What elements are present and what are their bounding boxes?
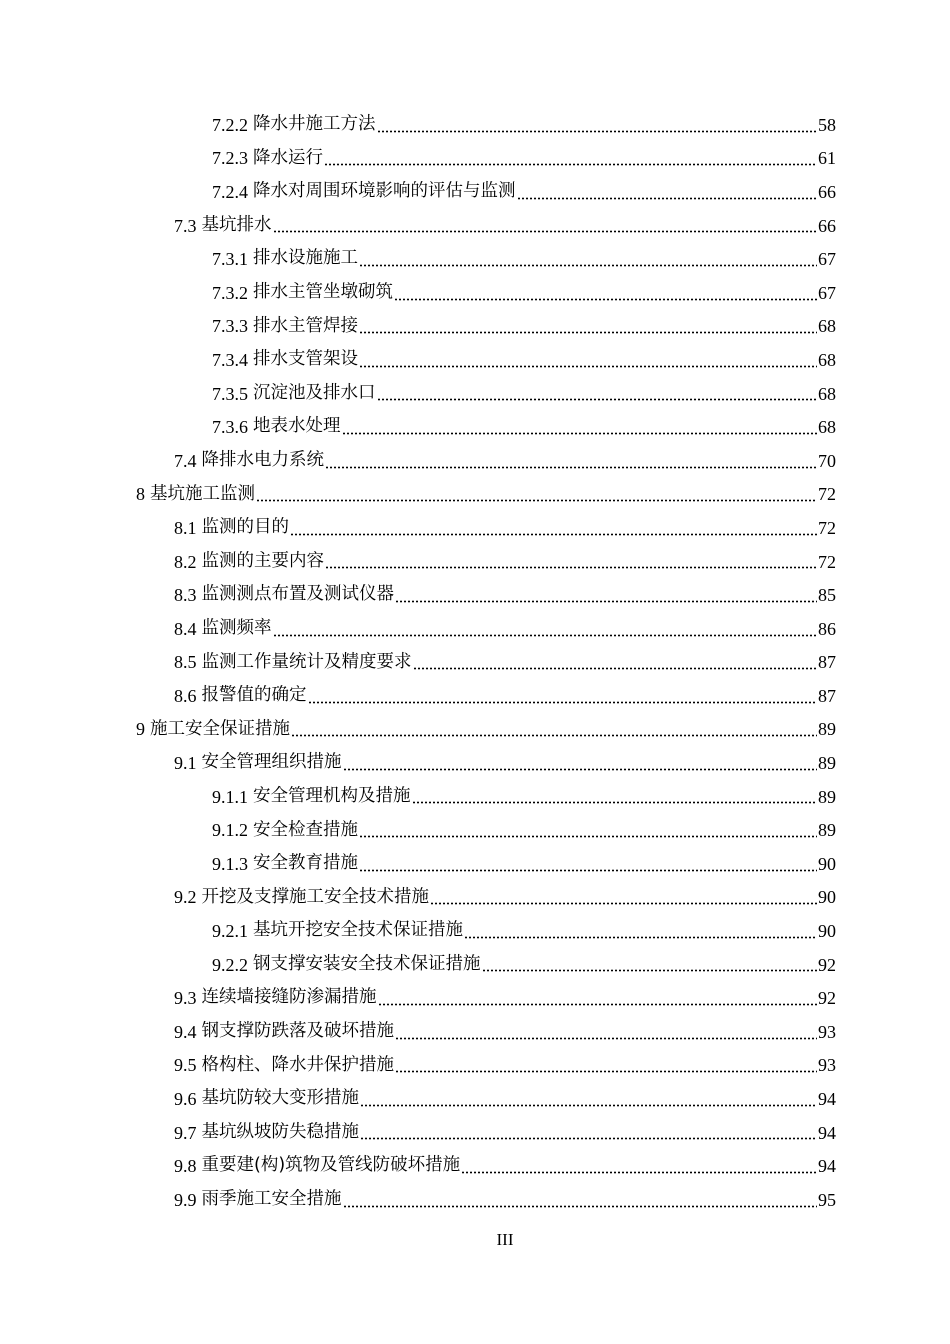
toc-entry[interactable]	[0, 410, 950, 444]
toc-entry-number: 9	[136, 719, 145, 740]
toc-entry-title: 安全管理组织措施	[201, 752, 342, 773]
toc-entry-page: 89	[818, 786, 836, 807]
toc-entry-title: 监测频率	[201, 617, 272, 638]
toc-entry[interactable]	[0, 1082, 950, 1116]
toc-dot-leader	[359, 365, 817, 368]
toc-dot-leader	[359, 869, 817, 872]
toc-entry-title: 钢支撑安装安全技术保证措施	[253, 953, 481, 974]
toc-entry[interactable]	[0, 646, 950, 680]
toc-dot-leader	[360, 1104, 817, 1107]
toc-dot-leader	[413, 667, 818, 670]
toc-entry[interactable]	[0, 343, 950, 377]
toc-entry-title: 格构柱、降水井保护措施	[201, 1054, 394, 1075]
toc-entry-number: 7.2.2	[212, 114, 248, 135]
toc-entry[interactable]	[0, 746, 950, 780]
toc-dot-leader	[395, 1070, 817, 1073]
toc-dot-leader	[325, 566, 817, 569]
toc-entry-page: 66	[818, 181, 836, 202]
toc-entry-number: 7.2.4	[212, 181, 248, 202]
toc-entry-page: 68	[818, 349, 836, 370]
toc-entry[interactable]	[0, 175, 950, 209]
toc-entry-page: 93	[818, 1055, 836, 1076]
toc-entry-number: 8.5	[174, 652, 197, 673]
toc-entry-title: 基坑排水	[201, 214, 272, 235]
toc-dot-leader	[342, 432, 818, 435]
toc-entry-page: 67	[818, 282, 836, 303]
toc-entry-page: 90	[818, 921, 836, 942]
toc-entry-number: 9.5	[174, 1055, 197, 1076]
toc-entry-page: 92	[818, 954, 836, 975]
toc-entry-number: 9.2	[174, 887, 197, 908]
toc-entry-title: 施工安全保证措施	[150, 718, 290, 739]
toc-entry[interactable]	[0, 142, 950, 176]
toc-entry-number: 7.3.4	[212, 349, 248, 370]
toc-entry-page: 94	[818, 1156, 836, 1177]
toc-dot-leader	[290, 533, 817, 536]
toc-entry-number: 9.6	[174, 1089, 197, 1110]
toc-dot-leader	[359, 264, 817, 267]
toc-entry-page: 90	[818, 887, 836, 908]
toc-entry[interactable]	[0, 1015, 950, 1049]
toc-entry[interactable]	[0, 881, 950, 915]
toc-entry-title: 开挖及支撑施工安全技术措施	[201, 886, 429, 907]
toc-entry[interactable]	[0, 242, 950, 276]
toc-entry-page: 87	[818, 652, 836, 673]
toc-entry-title: 排水主管坐墩砌筑	[253, 282, 393, 303]
toc-entry-number: 9.1.2	[212, 820, 248, 841]
toc-entry-title: 监测测点布置及测试仪器	[201, 584, 394, 605]
toc-dot-leader	[256, 499, 817, 502]
toc-dot-leader	[378, 1003, 818, 1006]
toc-entry-page: 87	[818, 685, 836, 706]
toc-entry-number: 8.4	[174, 618, 197, 639]
toc-dot-leader	[395, 600, 817, 603]
toc-entry-title: 安全教育措施	[253, 853, 358, 874]
toc-entry[interactable]	[0, 1183, 950, 1217]
toc-entry[interactable]	[0, 478, 950, 512]
toc-entry-page: 89	[818, 719, 836, 740]
toc-entry-number: 9.1.3	[212, 853, 248, 874]
toc-entry[interactable]	[0, 847, 950, 881]
toc-entry[interactable]	[0, 377, 950, 411]
toc-entry[interactable]	[0, 310, 950, 344]
toc-entry-page: 89	[818, 820, 836, 841]
toc-entry-page: 95	[818, 1189, 836, 1210]
toc-entry-page: 94	[818, 1089, 836, 1110]
toc-entry-title: 安全管理机构及措施	[253, 785, 411, 806]
toc-entry-title: 降水井施工方法	[253, 114, 376, 135]
toc-entry-title: 监测的目的	[201, 517, 289, 538]
toc-entry-number: 9.3	[174, 988, 197, 1009]
toc-entry[interactable]	[0, 276, 950, 310]
toc-dot-leader	[377, 398, 818, 401]
toc-entry[interactable]	[0, 612, 950, 646]
toc-entry-title: 基坑纵坡防失稳措施	[201, 1121, 359, 1142]
toc-entry-title: 降水运行	[253, 147, 323, 168]
toc-entry-number: 7.4	[174, 450, 197, 471]
toc-entry-number: 8.2	[174, 551, 197, 572]
toc-entry[interactable]	[0, 1049, 950, 1083]
toc-entry-title: 基坑防较大变形措施	[201, 1088, 359, 1109]
toc-entry-title: 报警值的确定	[201, 685, 307, 706]
toc-entry-page: 85	[818, 585, 836, 606]
toc-entry[interactable]	[0, 1116, 950, 1150]
toc-entry-page: 86	[818, 618, 836, 639]
toc-entry[interactable]	[0, 578, 950, 612]
toc-entry[interactable]	[0, 948, 950, 982]
toc-entry-number: 9.7	[174, 1122, 197, 1143]
toc-entry-title: 钢支撑防跌落及破坏措施	[201, 1021, 394, 1042]
toc-entry-page: 61	[818, 148, 836, 169]
toc-dot-leader	[412, 801, 818, 804]
toc-entry-number: 8	[136, 484, 145, 505]
toc-dot-leader	[517, 197, 818, 200]
toc-entry-number: 9.2.1	[212, 921, 248, 942]
toc-entry-title: 连续墙接缝防渗漏措施	[201, 987, 377, 1008]
toc-entry[interactable]	[0, 511, 950, 545]
toc-entry-page: 67	[818, 249, 836, 270]
toc-dot-leader	[464, 936, 817, 939]
toc-entry-number: 8.6	[174, 685, 197, 706]
toc-entry-page: 94	[818, 1122, 836, 1143]
toc-entry-page: 66	[818, 215, 836, 236]
toc-entry-number: 9.9	[174, 1189, 197, 1210]
toc-dot-leader	[343, 1205, 818, 1208]
toc-entry-number: 9.1.1	[212, 786, 248, 807]
toc-dot-leader	[325, 466, 817, 469]
toc-dot-leader	[461, 1171, 817, 1174]
toc-entry-page: 68	[818, 316, 836, 337]
toc-entry-page: 72	[818, 551, 836, 572]
toc-entry-number: 9.1	[174, 753, 197, 774]
toc-entry-page: 58	[818, 114, 836, 135]
toc-entry-page: 68	[818, 417, 836, 438]
toc-entry-number: 7.3.3	[212, 316, 248, 337]
toc-entry-number: 9.8	[174, 1156, 197, 1177]
toc-entry[interactable]	[0, 713, 950, 747]
toc-entry[interactable]	[0, 444, 950, 478]
toc-entry-number: 9.2.2	[212, 954, 248, 975]
toc-entry-page: 93	[818, 1021, 836, 1042]
toc-dot-leader	[308, 701, 818, 704]
toc-dot-leader	[359, 331, 817, 334]
toc-entry[interactable]	[0, 914, 950, 948]
toc-entry-title: 基坑开挖安全技术保证措施	[253, 920, 463, 941]
toc-dot-leader	[359, 835, 817, 838]
toc-entry-number: 7.3.6	[212, 417, 248, 438]
toc-dot-leader	[377, 130, 818, 133]
toc-entry-title: 降水对周围环境影响的评估与监测	[253, 181, 516, 202]
toc-dot-leader	[324, 163, 817, 166]
toc-entry-title: 排水主管焊接	[253, 315, 358, 336]
toc-dot-leader	[273, 634, 818, 637]
toc-entry-page: 70	[818, 450, 836, 471]
toc-entry-title: 地表水处理	[253, 416, 341, 437]
toc-entry-title: 监测工作量统计及精度要求	[201, 651, 412, 672]
toc-dot-leader	[395, 1037, 817, 1040]
toc-entry-page: 68	[818, 383, 836, 404]
toc-dot-leader	[482, 969, 818, 972]
toc-dot-leader	[360, 1137, 817, 1140]
table-of-contents	[0, 108, 950, 1217]
toc-entry[interactable]	[0, 545, 950, 579]
toc-entry-number: 7.3.1	[212, 249, 248, 270]
toc-entry-number: 9.4	[174, 1021, 197, 1042]
toc-entry-title: 降排水电力系统	[201, 449, 324, 470]
toc-entry[interactable]	[0, 780, 950, 814]
toc-entry[interactable]	[0, 679, 950, 713]
toc-entry-title: 沉淀池及排水口	[253, 382, 376, 403]
toc-entry-title: 基坑施工监测	[150, 483, 255, 504]
toc-entry-page: 92	[818, 988, 836, 1009]
toc-entry-title: 雨季施工安全措施	[201, 1189, 342, 1210]
toc-entry-number: 8.3	[174, 585, 197, 606]
page-number: III	[496, 1230, 514, 1249]
toc-entry-title: 重要建(构)筑物及管线防破坏措施	[201, 1155, 461, 1176]
toc-entry-title: 安全检查措施	[253, 819, 358, 840]
toc-entry-number: 7.3	[174, 215, 197, 236]
toc-dot-leader	[343, 768, 818, 771]
toc-entry-number: 7.3.5	[212, 383, 248, 404]
toc-entry[interactable]	[0, 209, 950, 243]
toc-entry-number: 8.1	[174, 517, 197, 538]
toc-entry[interactable]	[0, 1149, 950, 1183]
toc-entry-title: 监测的主要内容	[201, 550, 324, 571]
toc-entry-page: 89	[818, 753, 836, 774]
toc-entry[interactable]	[0, 813, 950, 847]
toc-entry-page: 72	[818, 484, 836, 505]
toc-entry-page: 90	[818, 853, 836, 874]
toc-entry[interactable]	[0, 981, 950, 1015]
toc-entry-title: 排水设施施工	[253, 248, 358, 269]
toc-dot-leader	[291, 734, 817, 737]
toc-dot-leader	[394, 298, 817, 301]
toc-entry-page: 72	[818, 517, 836, 538]
toc-entry-number: 7.3.2	[212, 282, 248, 303]
toc-dot-leader	[273, 230, 818, 233]
toc-entry-number: 7.2.3	[212, 148, 248, 169]
toc-entry[interactable]	[0, 108, 950, 142]
toc-entry-title: 排水支管架设	[253, 349, 358, 370]
toc-dot-leader	[430, 902, 817, 905]
